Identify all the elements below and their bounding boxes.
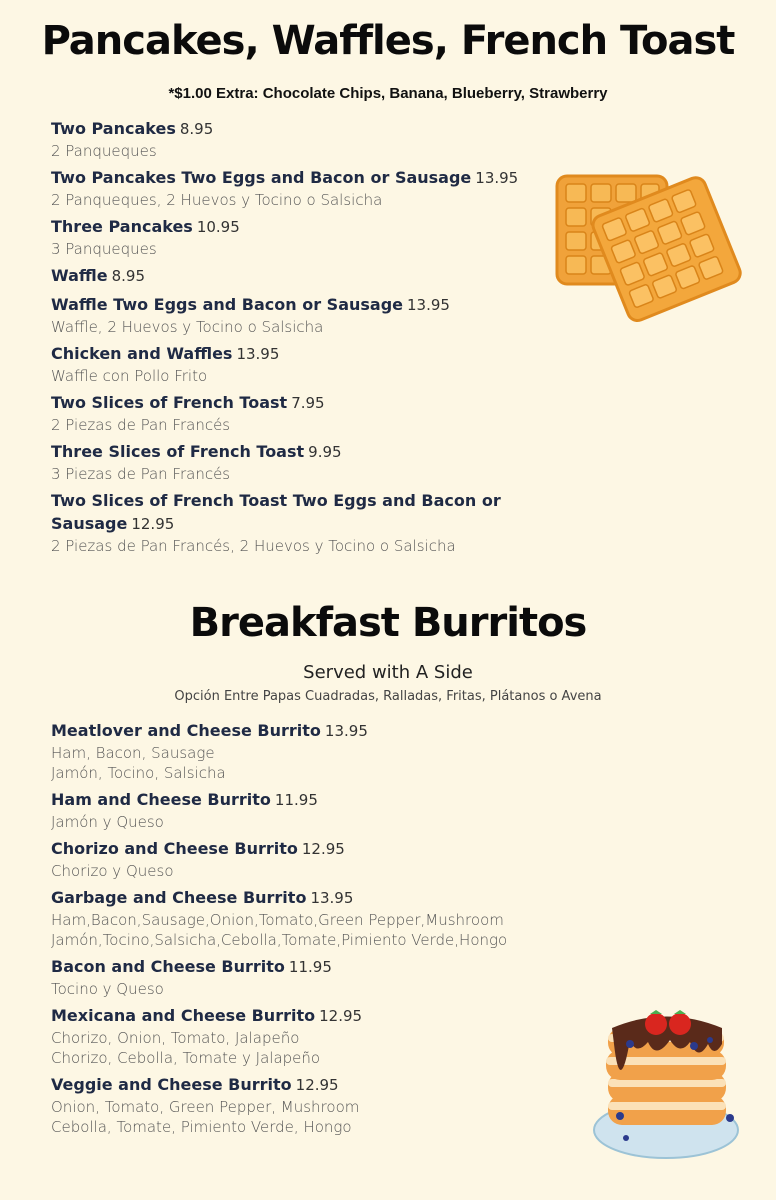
menu-item-description: Cebolla, Tomate, Pimiento Verde, Hongo [51,1118,352,1136]
menu-item [51,886,611,950]
menu-item-description: Waffle, 2 Huevos y Tocino o Salsicha [51,318,324,336]
menu-item [51,293,611,337]
menu-item-price: 9.95 [308,443,342,461]
menu-item-name: Bacon and Cheese Burrito [51,957,285,976]
menu-item-name: Meatlover and Cheese Burrito [51,721,321,740]
menu-item-description: 2 Piezas de Pan Francés [51,416,231,434]
menu-item [51,788,611,832]
menu-item-price: 11.95 [274,791,318,809]
menu-item [51,489,611,556]
menu-item [51,837,611,881]
menu-item-price: 12.95 [319,1007,363,1025]
menu-item-name: Ham and Cheese Burrito [51,790,271,809]
waffle-illustration [552,170,752,325]
menu-item-price: 12.95 [295,1076,339,1094]
menu-item [51,719,611,783]
menu-item-price: 12.95 [301,840,345,858]
menu-item-price: 7.95 [291,394,325,412]
extras-note: *$1.00 Extra: Chocolate Chips, Banana, Blueberry, Strawberry [168,85,608,102]
menu-item [51,215,611,259]
menu-item-price: 11.95 [288,958,332,976]
menu-item [51,1073,611,1137]
menu-item [51,264,611,288]
menu-item-description: Jamón y Queso [51,813,164,831]
menu-item-description: 3 Piezas de Pan Francés [51,465,231,483]
menu-item-description: Chorizo, Onion, Tomato, Jalapeño [51,1029,300,1047]
section-title-pancakes: Pancakes, Waffles, French Toast [41,18,735,64]
menu-item-name: Chicken and Waffles [51,344,233,363]
menu-item [51,117,611,161]
menu-item-price: 8.95 [179,120,214,138]
menu-item-description: Onion, Tomato, Green Pepper, Mushroom [51,1098,360,1116]
menu-item-price: 13.95 [475,169,519,187]
menu-item-price: 13.95 [310,889,354,907]
menu-item-description: Tocino y Queso [51,980,164,998]
menu-item-name: Waffle Two Eggs and Bacon or Sausage [51,295,404,314]
menu-item-description: Jamón, Tocino, Salsicha [51,764,226,782]
menu-item-price: 13.95 [407,296,450,314]
menu-item [51,1004,611,1068]
menu-item-description: Ham,Bacon,Sausage,Onion,Tomato,Green Pepper,Mushroom [51,911,504,929]
section-title-burritos: Breakfast Burritos [189,600,587,646]
menu-item-description: Chorizo, Cebolla, Tomate y Jalapeño [51,1049,321,1067]
menu-item-name: Two Slices of French Toast Two Eggs and Bacon or Sausage [51,491,501,533]
menu-item [51,166,611,210]
burritos-side-options: Opción Entre Papas Cuadradas, Ralladas, Fritas, Plátanos o Avena [174,689,602,704]
menu-item-description: Waffle con Pollo Frito [51,367,208,385]
menu-item-description: Ham, Bacon, Sausage [51,744,215,762]
menu-item-price: 13.95 [236,345,280,363]
pancake-stack-illustration [590,1000,750,1165]
menu-item-name: Two Pancakes [51,119,176,138]
menu-item-price: 12.95 [131,515,175,533]
menu-item-price: 10.95 [196,218,240,236]
menu-item-name: Chorizo and Cheese Burrito [51,839,298,858]
menu-item-name: Veggie and Cheese Burrito [51,1075,292,1094]
menu-item-description: 2 Panqueques [51,142,157,160]
burritos-subtitle: Served with A Side [303,662,473,683]
menu-item-name: Mexicana and Cheese Burrito [51,1006,316,1025]
menu-item-name: Waffle [51,266,108,285]
menu-item-price: 8.95 [111,267,145,285]
menu-list-pancakes [51,117,611,561]
menu-item-price: 13.95 [324,722,368,740]
menu-item [51,955,611,999]
menu-list-burritos [51,719,611,1142]
menu-item-name: Two Pancakes Two Eggs and Bacon or Sausage [51,168,472,187]
menu-item-name: Garbage and Cheese Burrito [51,888,307,907]
menu-item-description: 3 Panqueques [51,240,157,258]
menu-item-description: Jamón,Tocino,Salsicha,Cebolla,Tomate,Pimiento Verde,Hongo [51,931,508,949]
menu-item-description: Chorizo y Queso [51,862,174,880]
menu-item-description: 2 Panqueques, 2 Huevos y Tocino o Salsicha [51,191,383,209]
menu-item-name: Two Slices of French Toast [51,393,288,412]
menu-item-description: 2 Piezas de Pan Francés, 2 Huevos y Tocino o Salsicha [51,537,456,555]
menu-item [51,342,611,386]
menu-item [51,440,611,484]
menu-item-name: Three Slices of French Toast [51,442,305,461]
menu-item-name: Three Pancakes [51,217,193,236]
menu-item [51,391,611,435]
